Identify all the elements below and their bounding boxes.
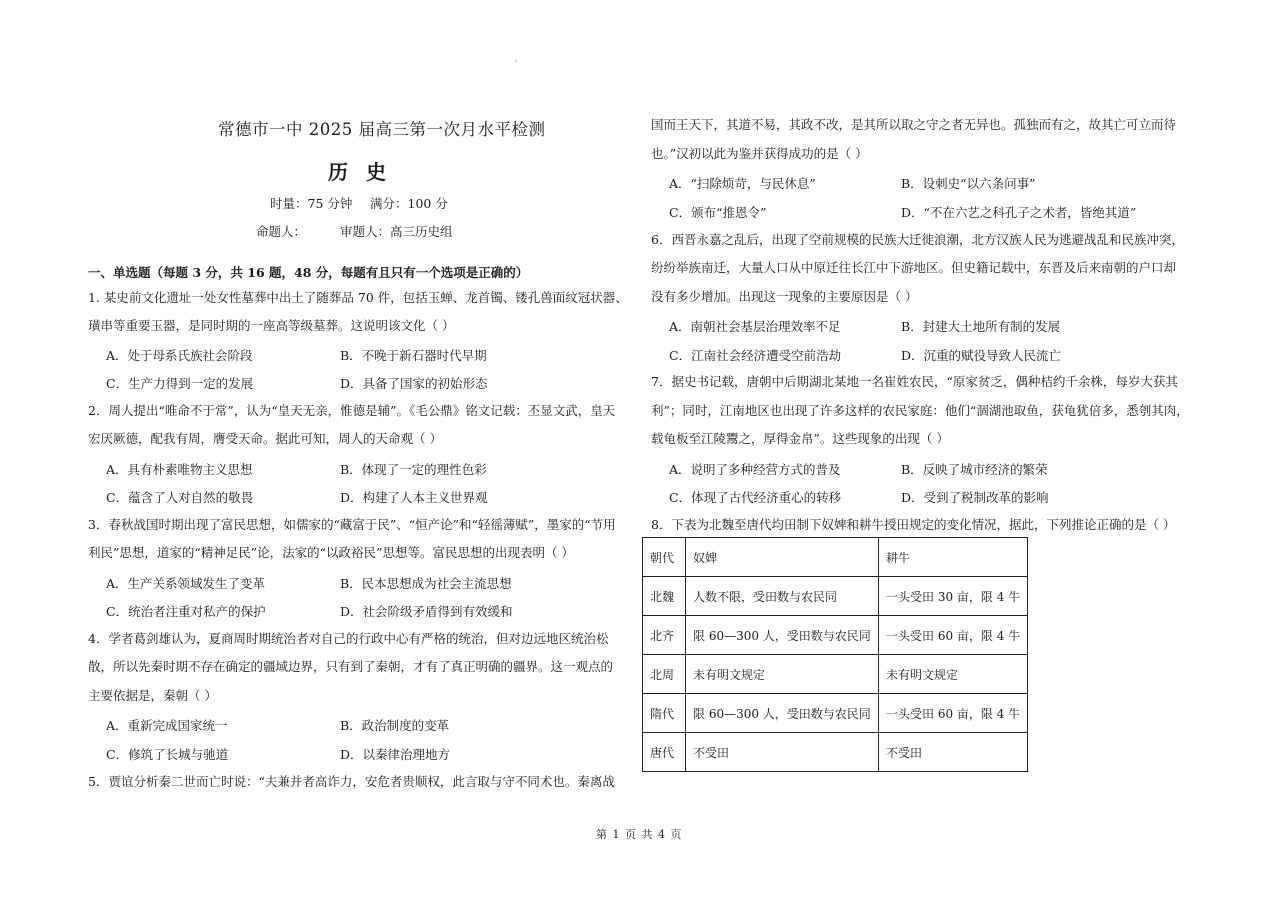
table-cell-dynasty: 北齐 xyxy=(643,616,686,655)
table-header-oxen: 耕牛 xyxy=(879,538,1028,577)
section-title: 一、单选题（每题 3 分，共 16 题，48 分，每题有且只有一个选项是正确的） xyxy=(88,265,529,280)
q6-line-2: 纷纷举族南迁，大量人口从中原迁往长江中下游地区。但史籍记载中，东晋及后来南朝的户口却 xyxy=(651,260,1177,275)
table-cell-oxen: 未有明文规定 xyxy=(879,655,1028,694)
subject-title: 历史 xyxy=(328,160,404,184)
table-cell-servants: 限 60—300 人，受田数与农民同 xyxy=(686,616,879,655)
table-row xyxy=(643,616,1028,655)
table-row xyxy=(643,655,1028,694)
q3-line-2: 利民”思想，道家的“精神足民”论，法家的“以政裕民”思想等。富民思想的出现表明（ ） xyxy=(88,545,574,560)
land-quota-table xyxy=(642,537,1028,772)
table-header-row xyxy=(643,538,1028,577)
q7-line-1: 7．据史书记载，唐朝中后期湖北某地一名崔姓农民，“原家贫乏，偶种桔约千余株，每岁大获其 xyxy=(651,374,1178,389)
table-cell-dynasty: 唐代 xyxy=(643,733,686,772)
q1-option-d: D．具备了国家的初始形态 xyxy=(340,376,488,391)
q5-option-c: C．颁布“推恩令” xyxy=(669,205,767,220)
q6-option-d: D．沉重的赋役导致人民流亡 xyxy=(901,348,1062,363)
table-row xyxy=(643,694,1028,733)
q4-option-d: D．以秦律治理地方 xyxy=(340,747,451,762)
q5-line-3: 也。”汉初以此为鉴并获得成功的是（ ） xyxy=(651,146,868,161)
q1-option-a: A．处于母系氏族社会阶段 xyxy=(106,348,253,363)
reviewer-label: 审题人：高三历史组 xyxy=(340,224,453,239)
table-cell-oxen: 不受田 xyxy=(879,733,1028,772)
table-cell-dynasty: 北周 xyxy=(643,655,686,694)
table-cell-servants: 不受田 xyxy=(686,733,879,772)
q3-option-b: B．民本思想成为社会主流思想 xyxy=(340,576,512,591)
q6-option-b: B．封建大土地所有制的发展 xyxy=(901,319,1061,334)
q4-option-c: C．修筑了长城与驰道 xyxy=(106,747,229,762)
q1-option-b: B．不晚于新石器时代早期 xyxy=(340,348,487,363)
q2-line-1: 2．周人提出“唯命不于常”，认为“皇天无亲，惟德是辅”。《毛公鼎》铭文记载：丕显文武，皇天 xyxy=(88,403,616,418)
q8-line-1: 8．下表为北魏至唐代均田制下奴婢和耕牛授田规定的变化情况，据此，下列推论正确的是（ ） xyxy=(651,517,1176,532)
q7-option-c: C．体现了古代经济重心的转移 xyxy=(669,490,842,505)
table-cell-servants: 人数不限，受田数与农民同 xyxy=(686,577,879,616)
page-mark xyxy=(515,60,517,62)
q5-line-2: 国而王天下，其道不易，其政不改，是其所以取之守之者无异也。孤独而有之，故其亡可立而待 xyxy=(651,117,1177,132)
q2-option-d: D．构建了人本主义世界观 xyxy=(340,490,488,505)
q4-option-a: A．重新完成国家统一 xyxy=(106,718,228,733)
q5-option-b: B．设刺史“以六条问事” xyxy=(901,176,1036,191)
table-header-servants: 奴婢 xyxy=(686,538,879,577)
q6-option-a: A．南朝社会基层治理效率不足 xyxy=(669,319,841,334)
table-row xyxy=(643,577,1028,616)
page-footer: 第 1 页 共 4 页 xyxy=(596,828,683,841)
table-header-dynasty: 朝代 xyxy=(643,538,686,577)
q2-option-b: B．体现了一定的理性色彩 xyxy=(340,462,487,477)
author-label: 命题人： xyxy=(256,224,307,239)
time-label: 时量：75 分钟 xyxy=(270,196,353,211)
table-cell-dynasty: 隋代 xyxy=(643,694,686,733)
exam-title: 常德市一中 2025 届高三第一次月水平检测 xyxy=(218,120,546,139)
score-label: 满分：100 分 xyxy=(370,196,448,211)
q7-option-d: D．受到了税制改革的影响 xyxy=(901,490,1049,505)
q1-option-c: C．生产力得到一定的发展 xyxy=(106,376,254,391)
q2-line-2: 宏厌厥德，配我有周，膺受天命。据此可知，周人的天命观（ ） xyxy=(88,431,442,446)
q7-option-b: B．反映了城市经济的繁荣 xyxy=(901,462,1048,477)
table-row xyxy=(643,733,1028,772)
q5-option-a: A．“扫除烦苛，与民休息” xyxy=(669,176,816,191)
q4-line-3: 主要依据是，秦朝（ ） xyxy=(88,688,217,703)
q7-option-a: A．说明了多种经营方式的普及 xyxy=(669,462,841,477)
table-cell-dynasty: 北魏 xyxy=(643,577,686,616)
q7-line-3: 载龟板至江陵鬻之，厚得金帛”。这些现象的出现（ ） xyxy=(651,431,949,446)
table-cell-servants: 未有明文规定 xyxy=(686,655,879,694)
q3-option-a: A．生产关系领域发生了变革 xyxy=(106,576,266,591)
q6-line-3: 没有多少增加。出现这一现象的主要原因是（ ） xyxy=(651,289,918,304)
q3-option-d: D．社会阶级矛盾得到有效缓和 xyxy=(340,604,513,619)
table-cell-oxen: 一头受田 30 亩，限 4 牛 xyxy=(879,577,1028,616)
q5-line-1: 5．贾谊分析秦二世而亡时说：“夫兼并者高诈力，安危者贵顺权，此言取与守不同术也。秦离战 xyxy=(88,774,615,789)
q4-line-2: 散，所以先秦时期不存在确定的疆域边界，只有到了秦朝，才有了真正明确的疆界。这一观点的 xyxy=(88,659,614,674)
q2-option-c: C．蕴含了人对自然的敬畏 xyxy=(106,490,254,505)
q7-line-2: 利”；同时，江南地区也出现了许多这样的农民家庭：他们“涸湖池取鱼，获龟犹倍多，悉刳其肉， xyxy=(651,403,1189,418)
q1-line-1: 1. 某史前文化遗址一处女性墓葬中出土了随葬品 70 件，包括玉蝉、龙首镯、镂孔兽面纹冠状器、 xyxy=(88,290,628,305)
q3-option-c: C．统治者注重对私产的保护 xyxy=(106,604,266,619)
q4-line-1: 4．学者葛剑雄认为，夏商周时期统治者对自己的行政中心有严格的统治，但对边远地区统治松 xyxy=(88,631,609,646)
q6-option-c: C．江南社会经济遭受空前浩劫 xyxy=(669,348,842,363)
q3-line-1: 3．春秋战国时期出现了富民思想，如儒家的“藏富于民”、“恒产论”和“轻徭薄赋”，墨家的“节用 xyxy=(88,517,616,532)
q4-option-b: B．政治制度的变革 xyxy=(340,718,450,733)
q1-line-2: 璜串等重要玉器，是同时期的一座高等级墓葬。这说明该文化（ ） xyxy=(88,318,455,333)
q5-option-d: D．“不在六艺之科孔子之术者，皆绝其道” xyxy=(901,205,1137,220)
q6-line-1: 6．西晋永嘉之乱后，出现了空前规模的民族大迁徙浪潮，北方汉族人民为逃避战乱和民族冲突， xyxy=(651,232,1184,247)
table-cell-servants: 限 60—300 人，受田数与农民同 xyxy=(686,694,879,733)
table-cell-oxen: 一头受田 60 亩，限 4 牛 xyxy=(879,616,1028,655)
table-cell-oxen: 一头受田 60 亩，限 4 牛 xyxy=(879,694,1028,733)
q2-option-a: A．具有朴素唯物主义思想 xyxy=(106,462,253,477)
